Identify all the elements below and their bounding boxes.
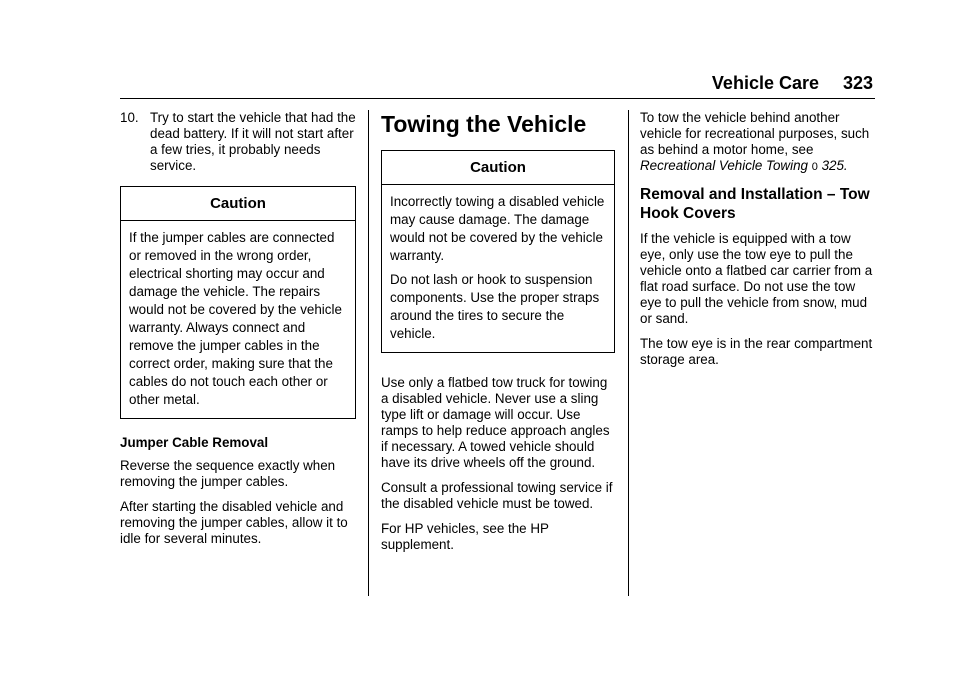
step-10 (120, 110, 356, 174)
heading-tow-hook-covers: Removal and Installation – Tow Hook Covers (640, 186, 870, 222)
caution-heading: Caution (382, 151, 614, 185)
caution-text: If the jumper cables are connected or removed in the wrong order, electrical shorting may occur and damage the vehicle. The repairs would not be covered by the vehicle warranty. Always connect and remove the jumper cables in the correct order, making sure that the cables do not touch each other or other metal. (129, 230, 342, 407)
caution-body (121, 221, 355, 418)
heading-towing-the-vehicle: Towing the Vehicle (381, 111, 587, 137)
column-divider-2 (628, 110, 629, 596)
intro-text: To tow the vehicle behind another vehicle for recreational purposes, such as behind a motor home, see (640, 110, 870, 157)
caution-box-towing (381, 150, 615, 353)
caution-text: Incorrectly towing a disabled vehicle may cause damage. The damage would not be covered by the vehicle warranty. (390, 194, 605, 263)
paragraph: After starting the disabled vehicle and removing the jumper cables, allow it to idle for several minutes. (120, 499, 348, 546)
page-ref-icon: 0 (811, 161, 818, 173)
ref-page: 325. (821, 158, 848, 173)
page-header (120, 70, 875, 99)
paragraph: For HP vehicles, see the HP supplement. (381, 521, 549, 552)
subheading-jumper-cable-removal: Jumper Cable Removal (120, 435, 269, 450)
paragraph: Reverse the sequence exactly when removing the jumper cables. (120, 458, 336, 489)
paragraph: Use only a flatbed tow truck for towing a disabled vehicle. Never use a sling type lift or damage will occur. Use ramps to help reduce approach angles if necessary. A towed vehicle should have its drive wheels off the ground. (381, 375, 610, 470)
caution-heading: Caution (121, 187, 355, 221)
paragraph: If the vehicle is equipped with a tow eye, only use the tow eye to pull the vehicle onto a flatbed car carrier from a flat road surface. Do not use the tow eye to pull the vehicle from snow, mud or sand. (640, 231, 873, 326)
paragraph: Consult a professional towing service if the disabled vehicle must be towed. (381, 480, 613, 511)
step-number: 10. (120, 110, 139, 125)
caution-text: Do not lash or hook to suspension components. Use the proper straps around the tires to secure the vehicle. (390, 272, 600, 341)
column-2 (381, 110, 615, 562)
caution-body (382, 185, 614, 352)
paragraph: The tow eye is in the rear compartment storage area. (640, 336, 873, 367)
column-3 (640, 110, 876, 377)
cross-reference-link[interactable] (640, 158, 848, 173)
section-title: Vehicle Care (711, 73, 819, 93)
paragraph-recreational (640, 110, 876, 175)
step-text: Try to start the vehicle that had the dead battery. If it will not start after a few tries, it probably needs service. (150, 110, 356, 173)
caution-box-jumper (120, 186, 356, 419)
ref-text: Recreational Vehicle Towing (640, 158, 808, 173)
column-1 (120, 110, 356, 556)
column-divider-1 (368, 110, 369, 596)
page-number: 323 (842, 73, 873, 93)
